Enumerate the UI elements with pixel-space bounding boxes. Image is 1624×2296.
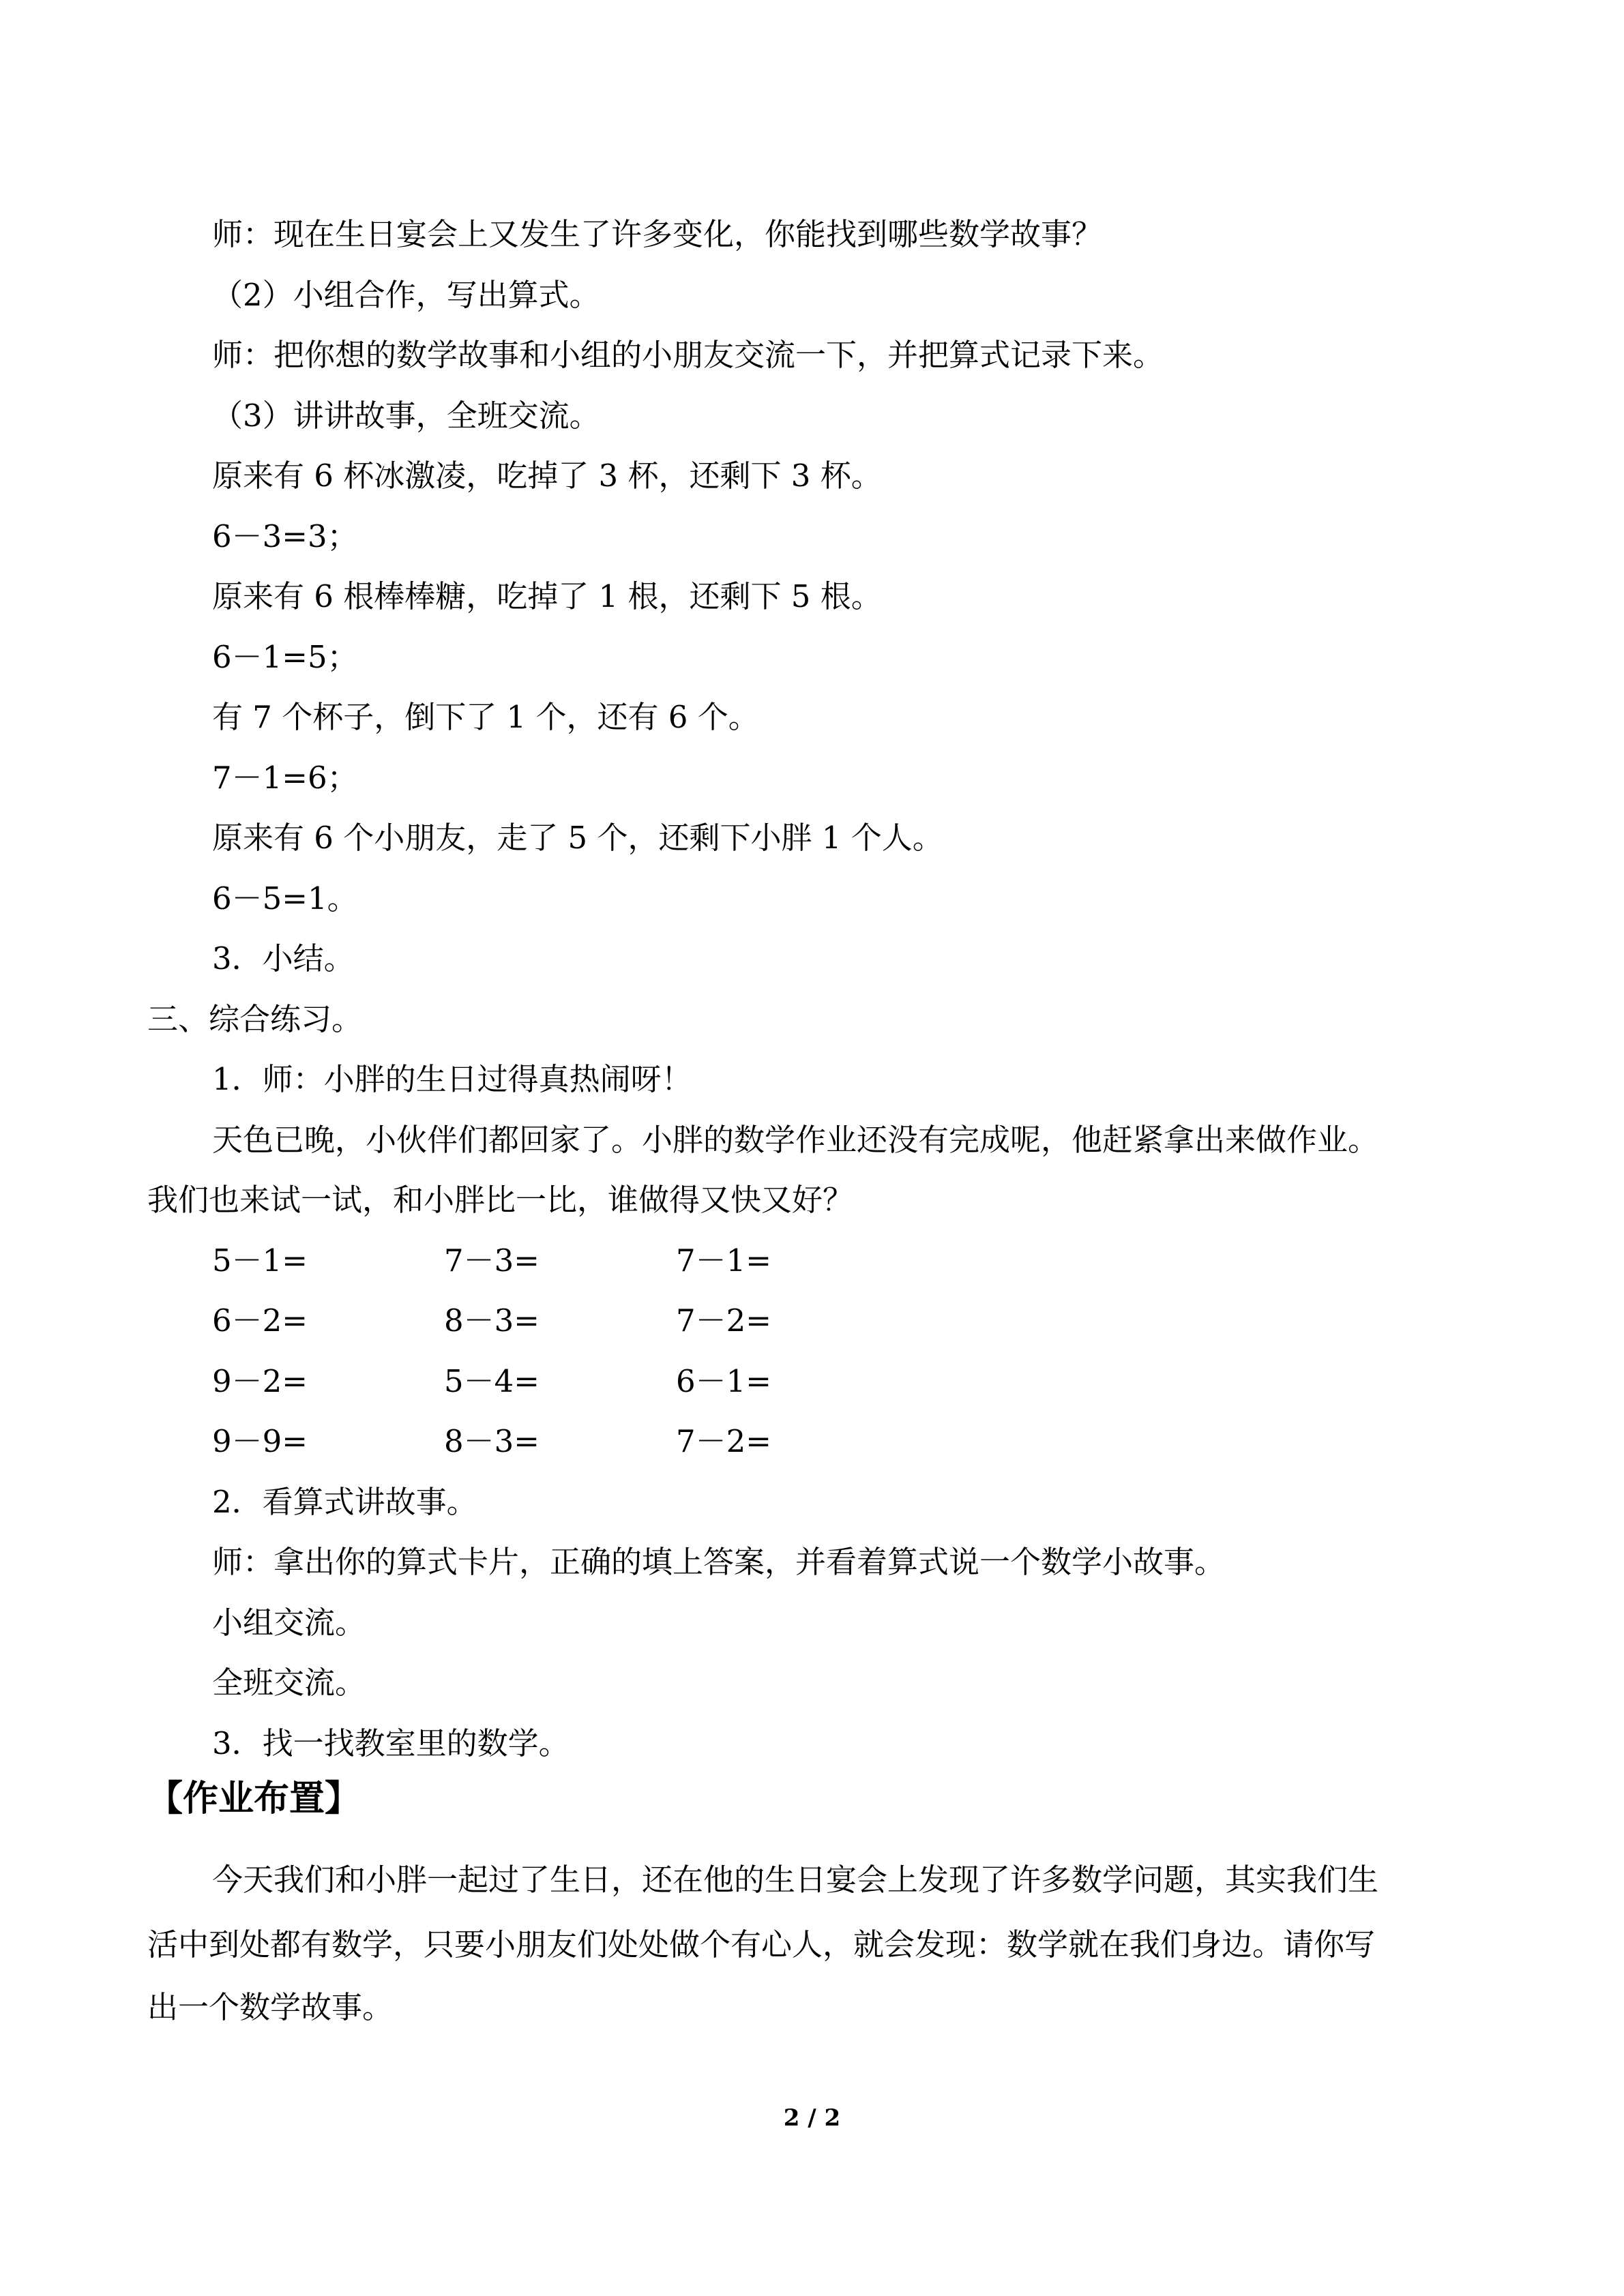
equation-line: 7－1=6；: [212, 760, 358, 796]
paragraph-line: 天色已晚，小伙伴们都回家了。小胖的数学作业还没有完成呢，他赶紧拿出来做作业。: [212, 1122, 1379, 1158]
homework-heading: 【作业布置】: [147, 1778, 361, 1819]
equation-line: 6－1=5；: [212, 639, 358, 675]
exercise-item: 7－3=: [444, 1242, 540, 1279]
exercise-item: 7－2=: [676, 1423, 771, 1459]
equation-line: 6－3=3；: [212, 518, 358, 554]
paragraph-line: 原来有 6 个小朋友，走了 5 个，还剩下小胖 1 个人。: [212, 820, 943, 856]
equation-line: 6－5=1。: [212, 880, 358, 916]
paragraph-line: 全班交流。: [212, 1665, 366, 1701]
exercise-item: 5－1=: [212, 1242, 308, 1279]
paragraph-line: 师：拿出你的算式卡片，正确的填上答案，并看着算式说一个数学小故事。: [212, 1544, 1226, 1580]
exercise-item: 8－3=: [444, 1302, 540, 1339]
exercise-item: 7－1=: [676, 1242, 771, 1279]
paragraph-line: 原来有 6 根棒棒糖，吃掉了 1 根，还剩下 5 根。: [212, 578, 882, 614]
paragraph-line: 师：把你想的数学故事和小组的小朋友交流一下，并把算式记录下来。: [212, 337, 1164, 373]
section-heading: 三、综合练习。: [147, 1001, 363, 1037]
paragraph-line: （2）小组合作，写出算式。: [212, 277, 600, 313]
paragraph-line: 1．师：小胖的生日过得真热闹呀！: [212, 1061, 692, 1097]
paragraph-line: 3．找一找教室里的数学。: [212, 1725, 570, 1761]
paragraph-line: 2．看算式讲故事。: [212, 1484, 477, 1520]
paragraph-line: 3．小结。: [212, 940, 355, 976]
exercise-item: 7－2=: [676, 1302, 771, 1339]
paragraph-line: 小组交流。: [212, 1605, 366, 1641]
page-number: 2 / 2: [783, 2104, 841, 2132]
paragraph-line: 原来有 6 杯冰激凌，吃掉了 3 杯，还剩下 3 杯。: [212, 458, 882, 494]
exercise-item: 5－4=: [444, 1363, 540, 1399]
paragraph-line: （3）讲讲故事，全班交流。: [212, 398, 600, 434]
paragraph-line: 师：现在生日宴会上又发生了许多变化，你能找到哪些数学故事？: [212, 216, 1103, 252]
homework-line: 今天我们和小胖一起过了生日，还在他的生日宴会上发现了许多数学问题，其实我们生: [212, 1862, 1379, 1898]
exercise-item: 9－2=: [212, 1363, 308, 1399]
homework-line: 活中到处都有数学，只要小朋友们处处做个有心人，就会发现：数学就在我们身边。请你写: [147, 1926, 1376, 1963]
homework-line: 出一个数学故事。: [147, 1989, 394, 2025]
exercise-item: 9－9=: [212, 1423, 308, 1459]
paragraph-line: 我们也来试一试，和小胖比一比，谁做得又快又好？: [147, 1182, 854, 1218]
exercise-item: 8－3=: [444, 1423, 540, 1459]
exercise-item: 6－2=: [212, 1302, 308, 1339]
paragraph-line: 有 7 个杯子，倒下了 1 个，还有 6 个。: [212, 699, 759, 735]
exercise-item: 6－1=: [676, 1363, 771, 1399]
